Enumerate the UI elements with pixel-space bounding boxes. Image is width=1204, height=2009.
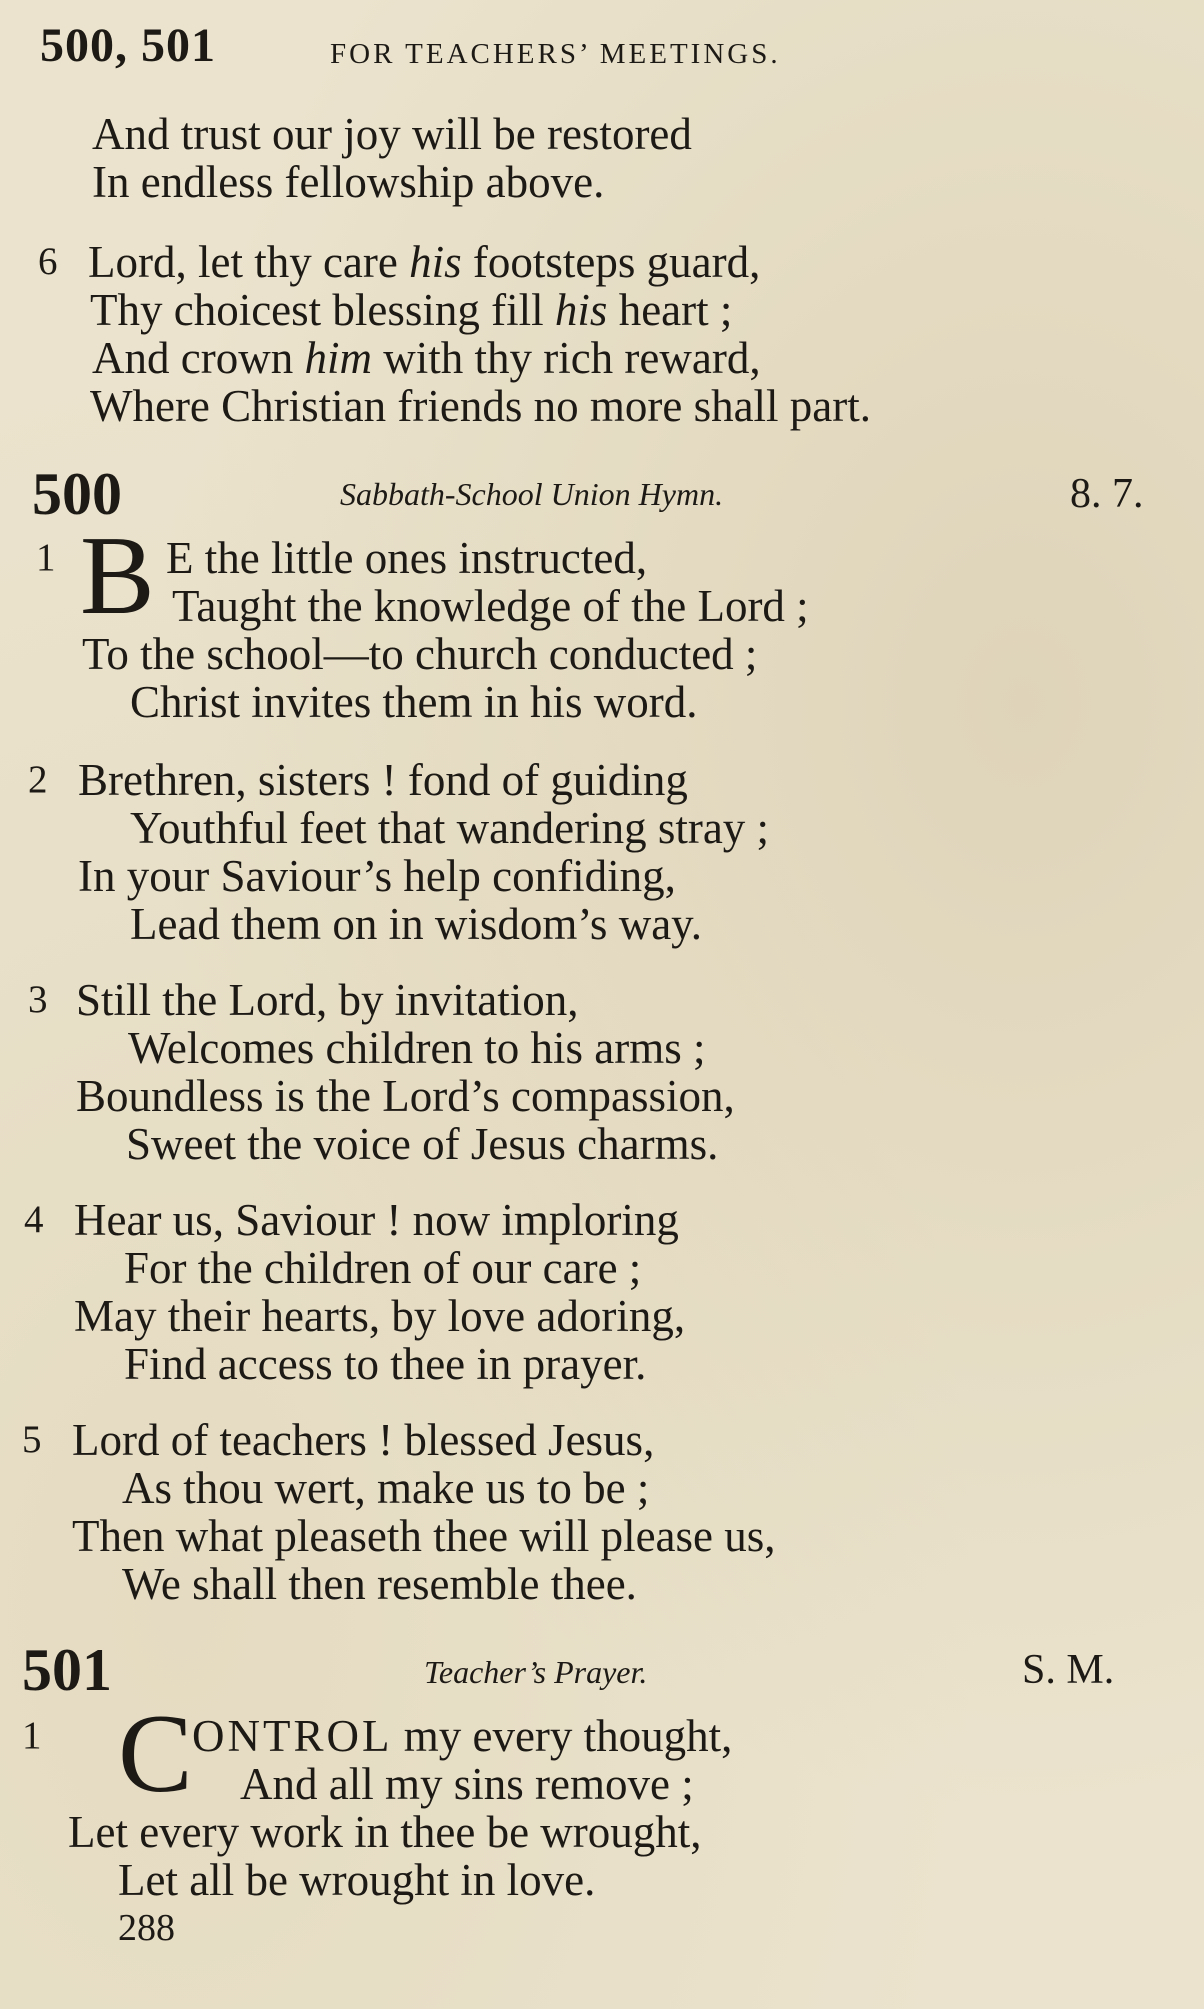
verse-line: For the children of our care ;: [124, 1243, 642, 1293]
verse-line: Let every work in thee be wrought,: [68, 1807, 702, 1857]
verse-number: 1: [36, 536, 56, 579]
verse-number: 2: [28, 758, 48, 801]
verse-line: We shall then resemble thee.: [122, 1559, 637, 1609]
verse-line: Let all be wrought in love.: [118, 1855, 596, 1905]
hymn-number: 501: [22, 1637, 112, 1703]
hymn-title: Teacher’s Prayer.: [424, 1654, 648, 1690]
verse-line: Brethren, sisters ! fond of guiding: [78, 755, 688, 805]
verse-line: Then what pleaseth thee will please us,: [72, 1511, 776, 1561]
verse-number: 6: [38, 240, 58, 283]
drop-cap: B: [80, 514, 155, 638]
verse-line: And trust our joy will be restored: [92, 109, 692, 159]
verse-line: Boundless is the Lord’s compassion,: [76, 1071, 735, 1121]
verse-line: Find access to thee in prayer.: [124, 1339, 647, 1389]
verse-line: To the school—to church conducted ;: [82, 629, 758, 679]
hymn-meter: S. M.: [1022, 1647, 1115, 1693]
verse-line: Sweet the voice of Jesus charms.: [126, 1119, 719, 1169]
verse-line: In endless fellowship above.: [92, 157, 605, 207]
verse-line: ONTROL my every thought,: [192, 1711, 733, 1761]
folio-page-number: 288: [118, 1907, 175, 1949]
verse-line: Christ invites them in his word.: [130, 677, 698, 727]
verse-line: And all my sins remove ;: [240, 1759, 694, 1809]
verse-line: Lead them on in wisdom’s way.: [130, 899, 702, 949]
verse-number: 5: [22, 1418, 42, 1461]
verse-line: May their hearts, by love adoring,: [74, 1291, 686, 1341]
verse-line: Hear us, Saviour ! now imploring: [74, 1195, 679, 1245]
verse-line: Lord of teachers ! blessed Jesus,: [72, 1415, 655, 1465]
verse-line: E the little ones instructed,: [166, 533, 648, 583]
header-page-numbers: 500, 501: [40, 19, 216, 72]
verse-number: 1: [22, 1714, 42, 1757]
verse-line: As thou wert, make us to be ;: [122, 1463, 650, 1513]
hymn-meter: 8. 7.: [1070, 471, 1144, 517]
verse-line: Thy choicest blessing fill his heart ;: [90, 285, 733, 335]
hymn-title: Sabbath-School Union Hymn.: [340, 476, 724, 512]
drop-cap: C: [118, 1692, 193, 1816]
verse-line: Welcomes children to his arms ;: [128, 1023, 706, 1073]
hymn-number: 500: [32, 461, 122, 527]
verse-number: 3: [28, 978, 48, 1021]
verse-line: Taught the knowledge of the Lord ;: [172, 581, 809, 631]
header-running-title: FOR TEACHERS’ MEETINGS.: [330, 38, 781, 70]
verse-line: Still the Lord, by invitation,: [76, 975, 579, 1025]
verse-line: Where Christian friends no more shall part.: [90, 381, 872, 431]
verse-line: In your Saviour’s help confiding,: [78, 851, 676, 901]
verse-line: Youthful feet that wandering stray ;: [130, 803, 770, 853]
verse-line: And crown him with thy rich reward,: [92, 333, 761, 383]
verse-line: Lord, let thy care his footsteps guard,: [88, 237, 761, 287]
verse-number: 4: [24, 1198, 44, 1241]
